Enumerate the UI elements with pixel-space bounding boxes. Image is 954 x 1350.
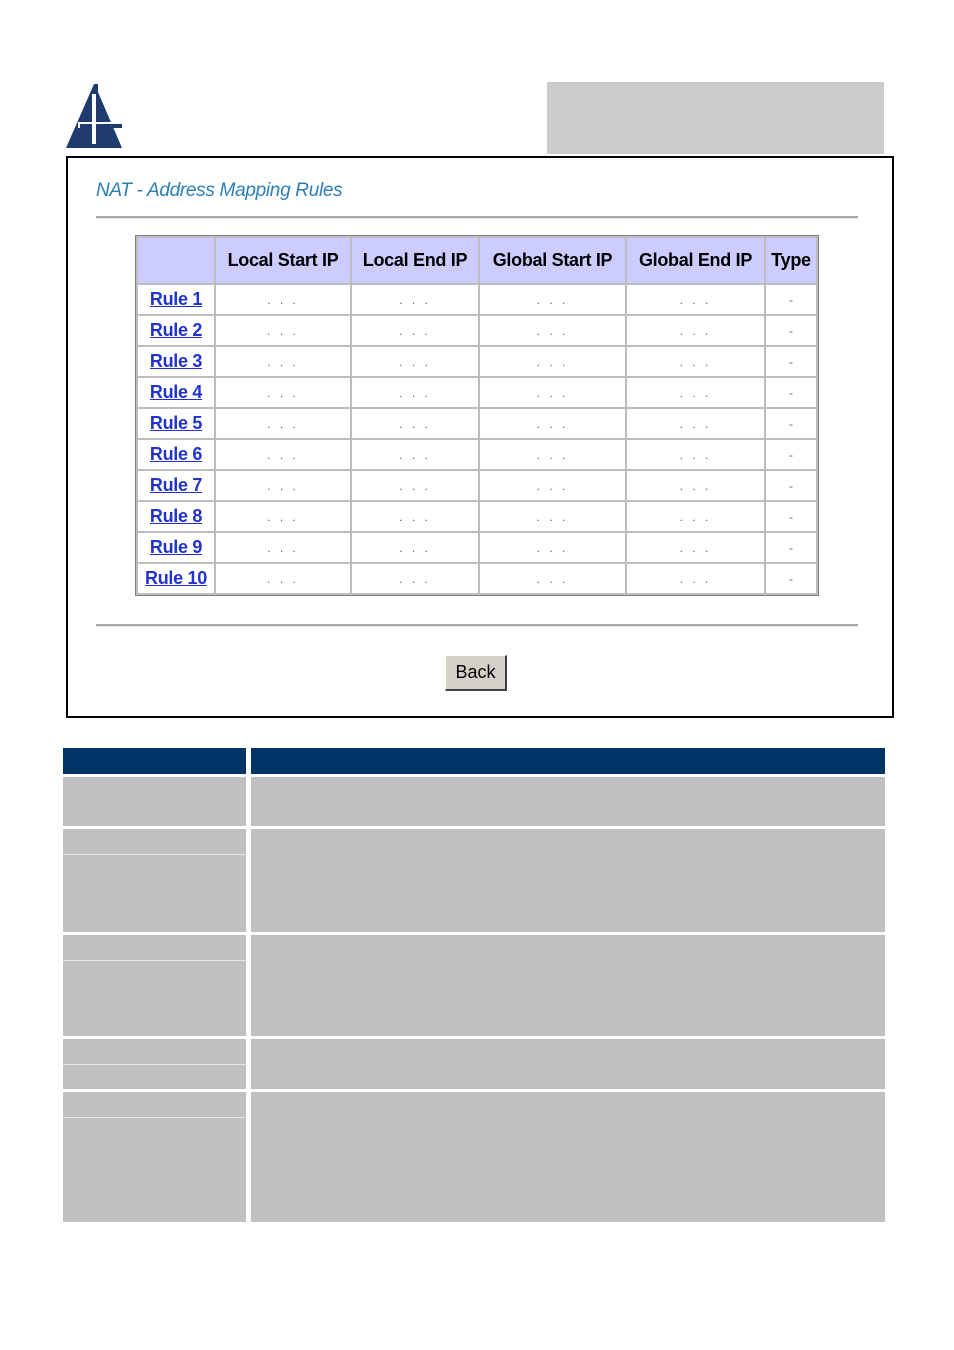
- table-row: [138, 502, 816, 531]
- rule-link[interactable]: Rule 6: [149, 444, 203, 464]
- global-start-ip-cell: . . .: [480, 440, 625, 469]
- table-header-row: [138, 238, 816, 283]
- rule-cell: [138, 347, 214, 376]
- local-end-ip-cell: . . .: [352, 316, 478, 345]
- local-end-ip-cell: . . .: [352, 347, 478, 376]
- desc-row-3-label: [63, 935, 246, 1036]
- rule-link[interactable]: Rule 8: [149, 506, 203, 526]
- local-start-ip-cell: . . .: [216, 409, 350, 438]
- global-end-ip-cell: . . .: [627, 347, 764, 376]
- type-cell: -: [766, 378, 816, 407]
- desc-row-1-text: [251, 777, 885, 826]
- local-start-ip-cell: . . .: [216, 285, 350, 314]
- desc-row-3-text: [251, 935, 885, 1036]
- desc-row-5-text: [251, 1092, 885, 1222]
- rule-link[interactable]: Rule 10: [145, 568, 207, 588]
- local-end-ip-cell: . . .: [352, 378, 478, 407]
- table-row: [138, 533, 816, 562]
- local-end-ip-cell: . . .: [352, 285, 478, 314]
- local-end-ip-cell: . . .: [352, 471, 478, 500]
- local-start-ip-cell: . . .: [216, 316, 350, 345]
- global-end-ip-cell: . . .: [627, 316, 764, 345]
- header-local-end-ip: Local End IP: [352, 238, 478, 283]
- global-start-ip-cell: . . .: [480, 533, 625, 562]
- local-end-ip-cell: . . .: [352, 533, 478, 562]
- desc-row-2-label: [63, 829, 246, 932]
- table-row: [138, 378, 816, 407]
- local-start-ip-cell: . . .: [216, 471, 350, 500]
- global-start-ip-cell: . . .: [480, 409, 625, 438]
- rule-cell: [138, 502, 214, 531]
- type-cell: -: [766, 409, 816, 438]
- address-mapping-table: [135, 235, 819, 596]
- rule-cell: [138, 316, 214, 345]
- global-start-ip-cell: . . .: [480, 316, 625, 345]
- global-start-ip-cell: . . .: [480, 285, 625, 314]
- header-gray-box: [547, 82, 884, 154]
- local-end-ip-cell: . . .: [352, 409, 478, 438]
- global-start-ip-cell: . . .: [480, 378, 625, 407]
- table-row: [138, 409, 816, 438]
- top-divider: [96, 216, 858, 219]
- rule-cell: [138, 409, 214, 438]
- header-global-start-ip: Global Start IP: [480, 238, 625, 283]
- rule-link[interactable]: Rule 7: [149, 475, 203, 495]
- global-end-ip-cell: . . .: [627, 285, 764, 314]
- global-end-ip-cell: . . .: [627, 471, 764, 500]
- local-end-ip-cell: . . .: [352, 502, 478, 531]
- global-end-ip-cell: . . .: [627, 564, 764, 593]
- table-row: [138, 285, 816, 314]
- header-type: Type: [766, 238, 816, 283]
- header-global-end-ip: Global End IP: [627, 238, 764, 283]
- table-row: [138, 316, 816, 345]
- global-start-ip-cell: . . .: [480, 502, 625, 531]
- back-button[interactable]: Back: [445, 655, 507, 691]
- local-start-ip-cell: . . .: [216, 533, 350, 562]
- local-start-ip-cell: . . .: [216, 502, 350, 531]
- local-end-ip-cell: . . .: [352, 440, 478, 469]
- desc-row-5-label: [63, 1092, 246, 1222]
- table-row: [138, 440, 816, 469]
- rule-link[interactable]: Rule 4: [149, 382, 203, 402]
- rule-cell: [138, 378, 214, 407]
- local-start-ip-cell: . . .: [216, 378, 350, 407]
- rule-link[interactable]: Rule 2: [149, 320, 203, 340]
- global-end-ip-cell: . . .: [627, 502, 764, 531]
- rule-cell: [138, 471, 214, 500]
- bottom-divider: [96, 624, 858, 627]
- global-start-ip-cell: . . .: [480, 564, 625, 593]
- header-rule: [138, 238, 214, 283]
- type-cell: -: [766, 502, 816, 531]
- global-start-ip-cell: . . .: [480, 471, 625, 500]
- atlantis-logo-icon: [64, 82, 126, 152]
- desc-header-left: [63, 748, 246, 774]
- desc-row-4-text: [251, 1039, 885, 1089]
- local-start-ip-cell: . . .: [216, 564, 350, 593]
- local-start-ip-cell: . . .: [216, 347, 350, 376]
- global-end-ip-cell: . . .: [627, 440, 764, 469]
- rule-link[interactable]: Rule 1: [149, 289, 203, 309]
- rule-link[interactable]: Rule 3: [149, 351, 203, 371]
- rule-cell: [138, 285, 214, 314]
- type-cell: -: [766, 316, 816, 345]
- header-local-start-ip: Local Start IP: [216, 238, 350, 283]
- table-row: [138, 564, 816, 593]
- global-start-ip-cell: . . .: [480, 347, 625, 376]
- global-end-ip-cell: . . .: [627, 409, 764, 438]
- type-cell: -: [766, 347, 816, 376]
- global-end-ip-cell: . . .: [627, 533, 764, 562]
- nat-address-mapping-window: [66, 156, 894, 718]
- type-cell: -: [766, 285, 816, 314]
- rule-cell: [138, 440, 214, 469]
- type-cell: -: [766, 564, 816, 593]
- table-row: [138, 471, 816, 500]
- desc-row-2-text: [251, 829, 885, 932]
- type-cell: -: [766, 471, 816, 500]
- local-end-ip-cell: . . .: [352, 564, 478, 593]
- desc-row-1-label: [63, 777, 246, 826]
- type-cell: -: [766, 440, 816, 469]
- global-end-ip-cell: . . .: [627, 378, 764, 407]
- desc-header-right: [251, 748, 885, 774]
- rule-link[interactable]: Rule 9: [149, 537, 203, 557]
- table-row: [138, 347, 816, 376]
- type-cell: -: [766, 533, 816, 562]
- page-title: NAT - Address Mapping Rules: [96, 180, 343, 201]
- rule-link[interactable]: Rule 5: [149, 413, 203, 433]
- local-start-ip-cell: . . .: [216, 440, 350, 469]
- rule-cell: [138, 533, 214, 562]
- rule-cell: [138, 564, 214, 593]
